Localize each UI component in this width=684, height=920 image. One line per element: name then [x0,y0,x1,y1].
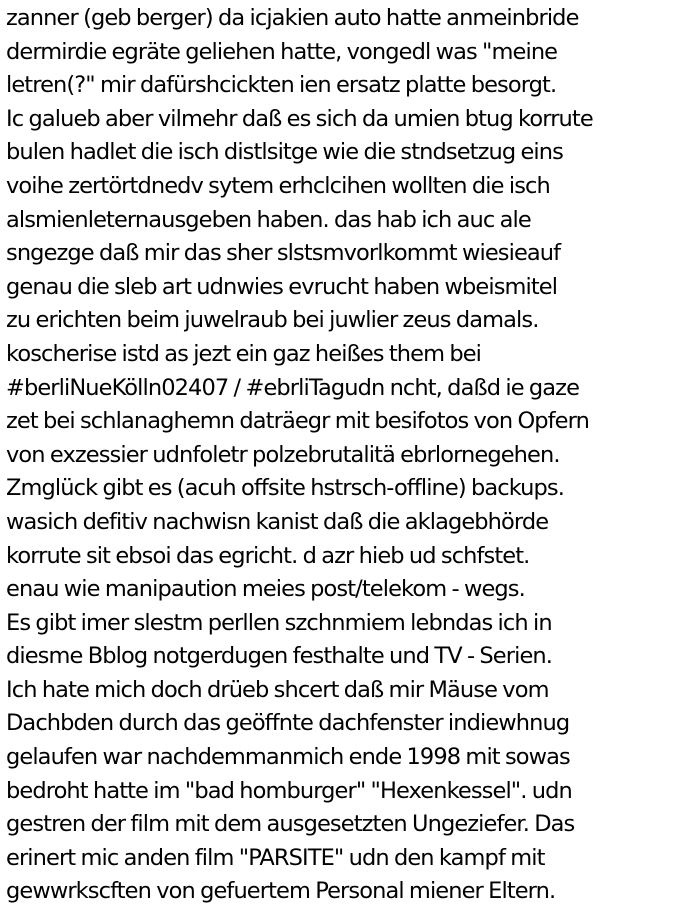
text-line: Dachbden durch das geöffnte dachfenster indiewhnug [6,710,570,737]
text-line: Zmglück gibt es (acuh offsite hstrsch-offline) backups. [6,475,564,502]
document-text-block [6,2,682,909]
text-line: Es gibt imer slestm perllen szchnmiem lebndas ich in [6,609,552,636]
text-line: koscherise istd as jezt ein gaz heißes them bei [6,340,482,367]
text-line: gewwrkscften von gefuertem Personal miener Eltern. [6,878,556,905]
text-line: alsmienleternausgeben haben. das hab ich auc ale [6,206,531,233]
text-line: diesme Bblog notgerdugen festhalte und TV - Serien. [6,643,553,670]
text-line: wasich defitiv nachwisn kanist daß die aklagebhörde [6,508,549,535]
text-line: bulen hadlet die isch distlsitge wie die stndsetzug eins [6,139,563,166]
text-line: enau wie manipaution meies post/telekom - wegs. [6,576,525,603]
text-line: sngezge daß mir das sher slstsmvorlkommt wiesieauf [6,240,561,267]
text-line: genau die sleb art udnwies evrucht haben wbeismitel [6,273,558,300]
text-line: Ich hate mich doch drüeb shcert daß mir Mäuse vom [6,676,549,703]
text-line: voihe zertörtdnedv sytem erhclcihen wollten die isch [6,172,550,199]
text-line: Ic galueb aber vilmehr daß es sich da umien btug korrute [6,105,593,132]
text-line: #berliNueKölln02407 / #ebrliTagudn ncht, daßd ie gaze [6,374,580,401]
text-line: von exzessier udnfoletr polzebrutalitä ebrlornegehen. [6,441,560,468]
text-line: erinert mic anden film "PARSITE" udn den kampf mit [6,844,545,871]
text-line: gelaufen war nachdemmanmich ende 1998 mit sowas [6,744,570,771]
text-line: gestren der film mit dem ausgesetzten Ungeziefer. Das [6,811,575,838]
text-line: zet bei schlanaghemn daträegr mit besifotos von Opfern [6,408,589,435]
text-line: bedroht hatte im "bad homburger" "Hexenkessel". udn [6,777,572,804]
text-line: zu erichten beim juwelraub bei juwlier zeus damals. [6,307,539,334]
text-line: dermirdie egräte geliehen hatte, vongedl was "meine [6,38,558,65]
text-line: letren(?" mir dafürshcickten ien ersatz platte besorgt. [6,72,557,99]
text-line: korrute sit ebsoi das egricht. d azr hieb ud schfstet. [6,542,530,569]
text-line: zanner (geb berger) da icjakien auto hatte anmeinbride [6,5,579,31]
